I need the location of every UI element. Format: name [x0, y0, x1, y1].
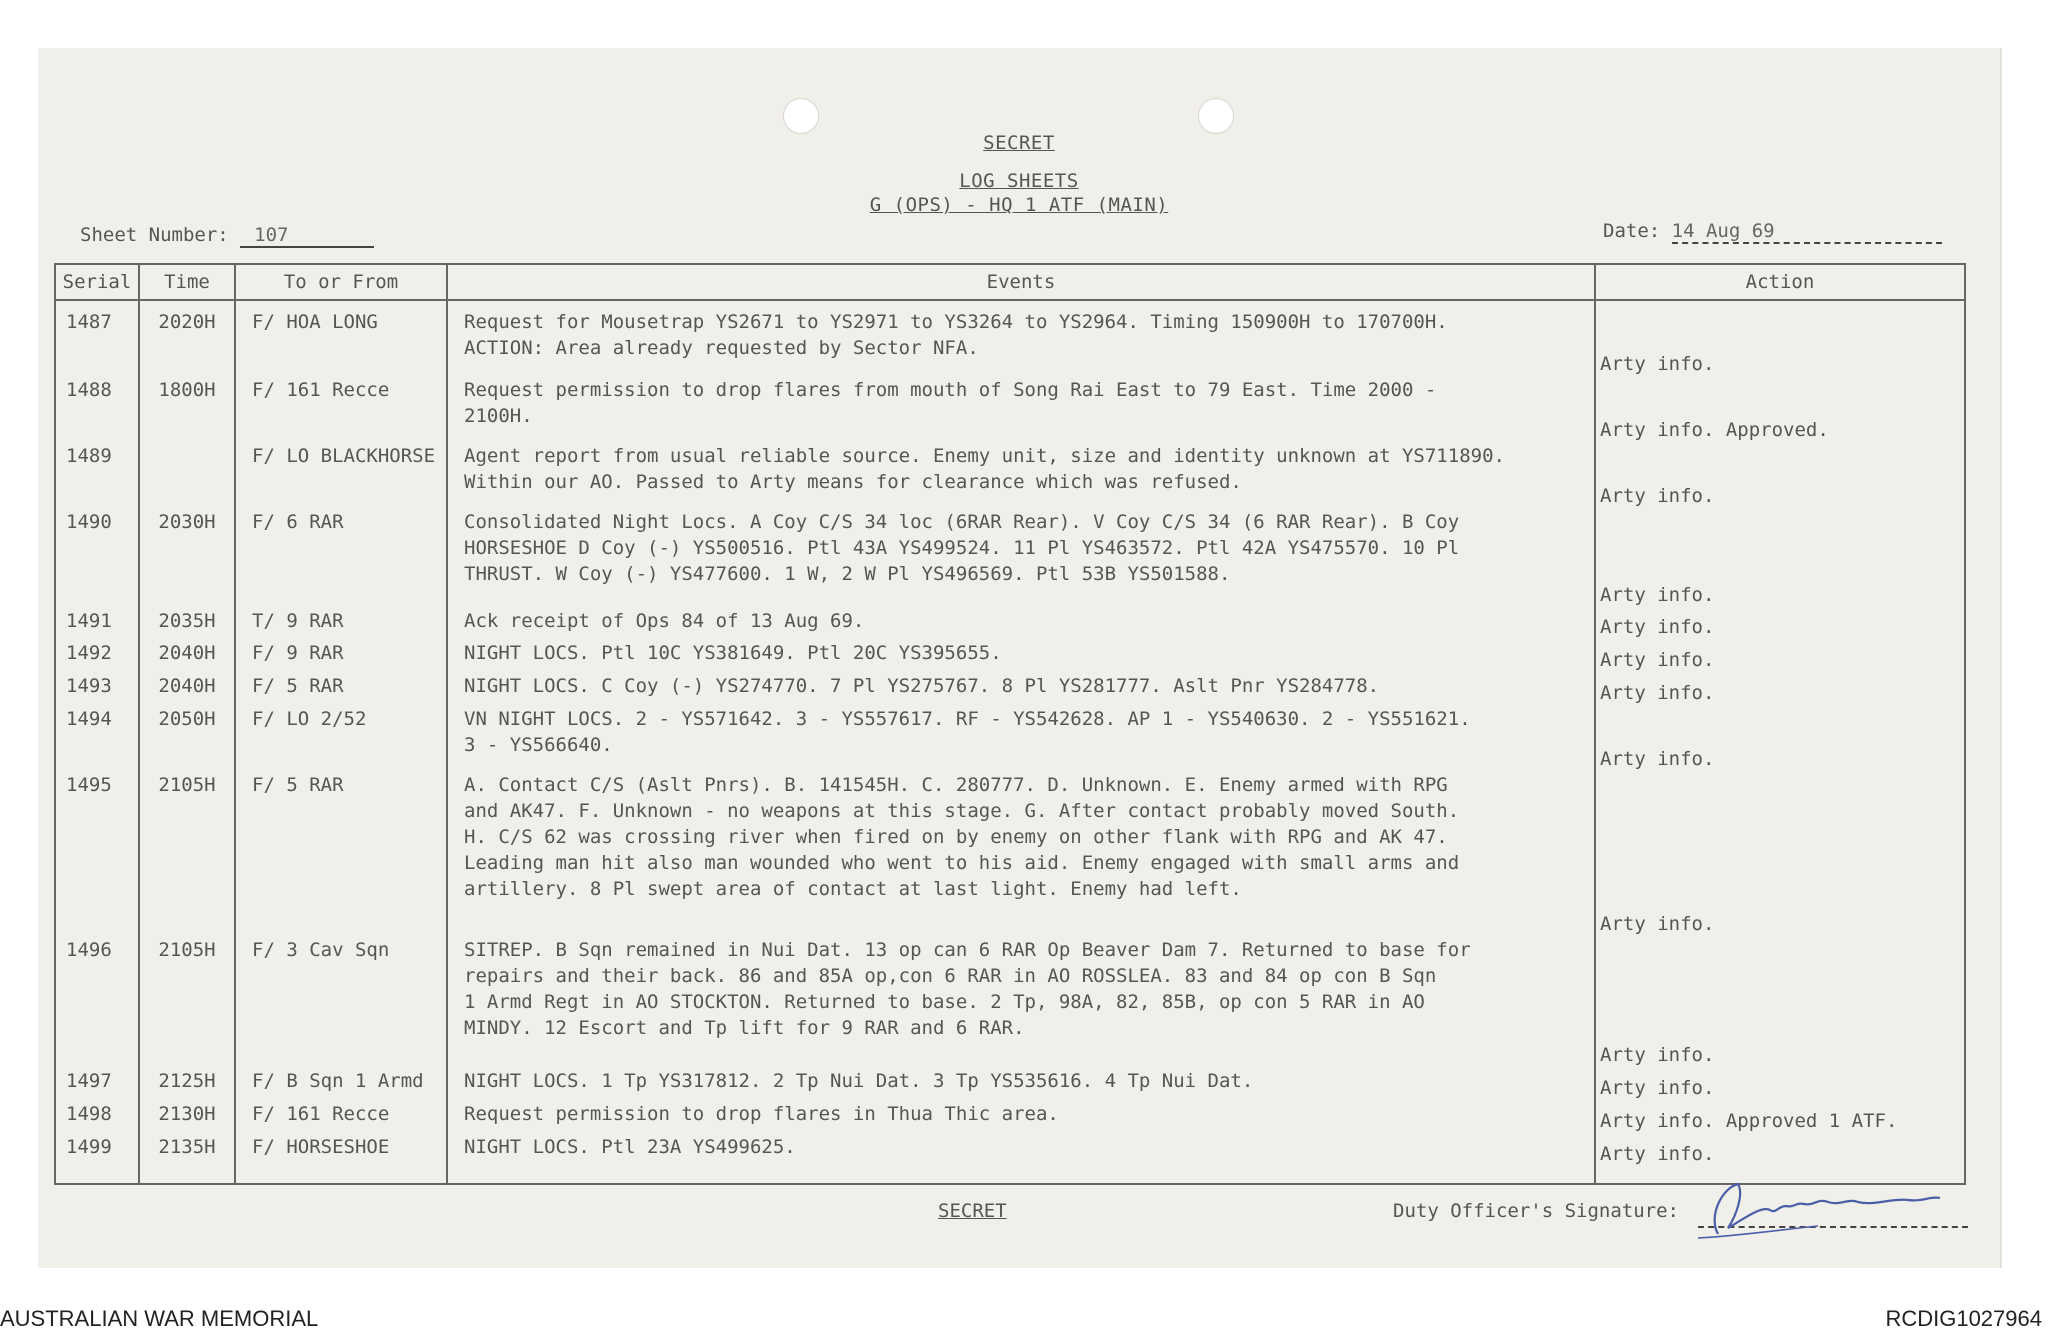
event-line: 3 - YS566640. [464, 734, 613, 757]
document-subtitle: G (OPS) - HQ 1 ATF (MAIN) [869, 194, 1169, 216]
column-header-action: Action [1595, 264, 1965, 300]
action-cell: Arty info. [1595, 509, 1965, 608]
event-line: Leading man hit also man wounded who went to his aid. Enemy engaged with small arms and [464, 852, 1460, 875]
event-line: MINDY. 12 Escort and Tp lift for 9 RAR and 6 RAR. [464, 1016, 1025, 1039]
serial-cell: 1493 [55, 673, 139, 706]
event-line: SITREP. B Sqn remained in Nui Dat. 13 op can 6 RAR Op Beaver Dam 7. Returned to base for [464, 938, 1471, 961]
time-cell: 2035H [139, 608, 235, 641]
action-cell: Arty info. [1595, 937, 1965, 1069]
to-from-cell: F/ 161 Recce [235, 377, 447, 443]
table-row [55, 443, 1965, 509]
to-from-cell: F/ 5 RAR [235, 772, 447, 937]
action-cell: Arty info. [1595, 1134, 1965, 1167]
event-line: and AK47. F. Unknown - no weapons at this stage. G. After contact probably moved South. [464, 800, 1460, 823]
blank-cell [235, 1167, 447, 1184]
serial-cell: 1489 [55, 443, 139, 509]
serial-cell: 1492 [55, 640, 139, 673]
time-cell: 2130H [139, 1101, 235, 1134]
classification-top: SECRET [983, 132, 1055, 154]
time-cell: 2040H [139, 640, 235, 673]
blank-cell [139, 1167, 235, 1184]
serial-cell: 1490 [55, 509, 139, 608]
archive-caption: AUSTRALIAN WAR MEMORIAL [0, 1306, 319, 1331]
event-line: Consolidated Night Locs. A Coy C/S 34 loc (6RAR Rear). V Coy C/S 34 (6 RAR Rear). B Coy [464, 510, 1460, 533]
event-line: Within our AO. Passed to Arty means for clearance which was refused. [464, 471, 1242, 494]
table-row [55, 509, 1965, 608]
action-cell: Arty info. [1595, 673, 1965, 706]
events-cell [447, 1134, 1595, 1167]
events-cell [447, 608, 1595, 641]
sheet-number-value: 107 [240, 224, 374, 248]
action-cell: Arty info. [1595, 640, 1965, 673]
serial-cell: 1499 [55, 1134, 139, 1167]
serial-cell: 1487 [55, 300, 139, 377]
classification-bottom: SECRET [938, 1200, 1007, 1222]
to-from-cell: F/ 5 RAR [235, 673, 447, 706]
serial-cell: 1497 [55, 1068, 139, 1101]
time-cell: 2020H [139, 300, 235, 377]
to-from-cell: F/ LO 2/52 [235, 706, 447, 772]
event-line: NIGHT LOCS. C Coy (-) YS274770. 7 Pl YS275767. 8 Pl YS281777. Aslt Pnr YS284778. [464, 675, 1380, 698]
sheet-number-label: Sheet Number: [80, 224, 229, 246]
event-line: artillery. 8 Pl swept area of contact at last light. Enemy had left. [464, 878, 1242, 901]
action-cell: Arty info. [1595, 706, 1965, 772]
column-header-time: Time [139, 264, 235, 300]
blank-cell [447, 1167, 1595, 1184]
table-row [55, 673, 1965, 706]
time-cell: 2125H [139, 1068, 235, 1101]
table-row [55, 1134, 1965, 1167]
to-from-cell: F/ 9 RAR [235, 640, 447, 673]
to-from-cell: F/ 161 Recce [235, 1101, 447, 1134]
time-cell: 2105H [139, 772, 235, 937]
serial-cell: 1496 [55, 937, 139, 1069]
time-cell: 2135H [139, 1134, 235, 1167]
event-line: Ack receipt of Ops 84 of 13 Aug 69. [464, 609, 865, 632]
action-cell: Arty info. [1595, 772, 1965, 937]
table-header-row [55, 264, 1965, 300]
log-sheet-paper [38, 48, 2002, 1268]
event-line: NIGHT LOCS. Ptl 10C YS381649. Ptl 20C YS395655. [464, 642, 1002, 665]
event-line: 2100H. [464, 405, 533, 428]
column-header-to-from: To or From [235, 264, 447, 300]
action-cell: Arty info. Approved 1 ATF. [1595, 1101, 1965, 1134]
event-line: Request permission to drop flares in Thua Thic area. [464, 1103, 1059, 1126]
to-from-cell: F/ LO BLACKHORSE [235, 443, 447, 509]
event-line: THRUST. W Coy (-) YS477600. 1 W, 2 W Pl YS496569. Ptl 53B YS501588. [464, 562, 1231, 585]
punch-hole [1198, 98, 1234, 134]
time-cell: 2050H [139, 706, 235, 772]
event-line: NIGHT LOCS. 1 Tp YS317812. 2 Tp Nui Dat. 3 Tp YS535616. 4 Tp Nui Dat. [464, 1070, 1254, 1093]
events-cell [447, 509, 1595, 608]
events-cell [447, 377, 1595, 443]
event-line: repairs and their back. 86 and 85A op,con 6 RAR in AO ROSSLEA. 83 and 84 op con B Sqn [464, 964, 1437, 987]
events-cell [447, 640, 1595, 673]
column-header-events: Events [447, 264, 1595, 300]
serial-cell: 1495 [55, 772, 139, 937]
blank-cell [55, 1167, 139, 1184]
record-id-caption: RCDIG1027964 [1885, 1306, 2042, 1331]
log-table [54, 263, 1966, 1185]
serial-cell: 1498 [55, 1101, 139, 1134]
action-cell: Arty info. [1595, 300, 1965, 377]
serial-cell: 1494 [55, 706, 139, 772]
to-from-cell: F/ 6 RAR [235, 509, 447, 608]
action-cell: Arty info. [1595, 608, 1965, 641]
document-title: LOG SHEETS [959, 170, 1079, 192]
events-cell [447, 673, 1595, 706]
event-line: NIGHT LOCS. Ptl 23A YS499625. [464, 1136, 796, 1159]
events-cell [447, 1068, 1595, 1101]
table-row [55, 706, 1965, 772]
serial-cell: 1491 [55, 608, 139, 641]
event-line: A. Contact C/S (Aslt Pnrs). B. 141545H. C. 280777. D. Unknown. E. Enemy armed with RPG [464, 774, 1448, 797]
event-line: ACTION: Area already requested by Sector NFA. [464, 337, 979, 359]
to-from-cell: T/ 9 RAR [235, 608, 447, 641]
time-cell [139, 443, 235, 509]
to-from-cell: F/ HORSESHOE [235, 1134, 447, 1167]
event-line: Request for Mousetrap YS2671 to YS2971 to YS3264 to YS2964. Timing 150900H to 170700H. [464, 311, 1448, 333]
events-cell [447, 443, 1595, 509]
event-line: VN NIGHT LOCS. 2 - YS571642. 3 - YS557617. RF - YS542628. AP 1 - YS540630. 2 - YS551621. [464, 708, 1471, 731]
table-row [55, 1101, 1965, 1134]
handwritten-signature [1678, 1176, 1978, 1246]
to-from-cell: F/ 3 Cav Sqn [235, 937, 447, 1069]
table-row [55, 608, 1965, 641]
table-row [55, 377, 1965, 443]
column-header-serial: Serial [55, 264, 139, 300]
action-cell: Arty info. Approved. [1595, 377, 1965, 443]
date-value: 14 Aug 69 [1672, 220, 1942, 244]
events-cell [447, 1101, 1595, 1134]
time-cell: 2030H [139, 509, 235, 608]
table-row [55, 640, 1965, 673]
signature-label: Duty Officer's Signature: [1393, 1200, 1679, 1222]
table-row [55, 300, 1965, 377]
action-cell: Arty info. [1595, 443, 1965, 509]
punch-hole [783, 98, 819, 134]
time-cell: 2105H [139, 937, 235, 1069]
table-row [55, 1068, 1965, 1101]
action-cell: Arty info. [1595, 1068, 1965, 1101]
events-cell [447, 300, 1595, 377]
event-line: Agent report from usual reliable source. Enemy unit, size and identity unknown at YS711890. [464, 445, 1505, 468]
time-cell: 1800H [139, 377, 235, 443]
events-cell [447, 706, 1595, 772]
events-cell [447, 937, 1595, 1069]
to-from-cell: F/ HOA LONG [235, 300, 447, 377]
date-label: Date: [1603, 220, 1661, 242]
event-line: HORSESHOE D Coy (-) YS500516. Ptl 43A YS499524. 11 Pl YS463572. Ptl 42A YS475570. 10 Pl [464, 536, 1460, 559]
sheet-date [1603, 220, 1942, 244]
events-cell [447, 772, 1595, 937]
event-line: Request permission to drop flares from mouth of Song Rai East to 79 East. Time 2000 - [464, 379, 1437, 402]
event-line: 1 Armd Regt in AO STOCKTON. Returned to base. 2 Tp, 98A, 82, 85B, op con 5 RAR in AO [464, 990, 1425, 1013]
to-from-cell: F/ B Sqn 1 Armd [235, 1068, 447, 1101]
sheet-number [80, 224, 374, 248]
table-row [55, 937, 1965, 1069]
log-entries [55, 300, 1965, 1184]
event-line: H. C/S 62 was crossing river when fired on by enemy on other flank with RPG and AK 47. [464, 826, 1448, 849]
serial-cell: 1488 [55, 377, 139, 443]
time-cell: 2040H [139, 673, 235, 706]
table-row [55, 772, 1965, 937]
